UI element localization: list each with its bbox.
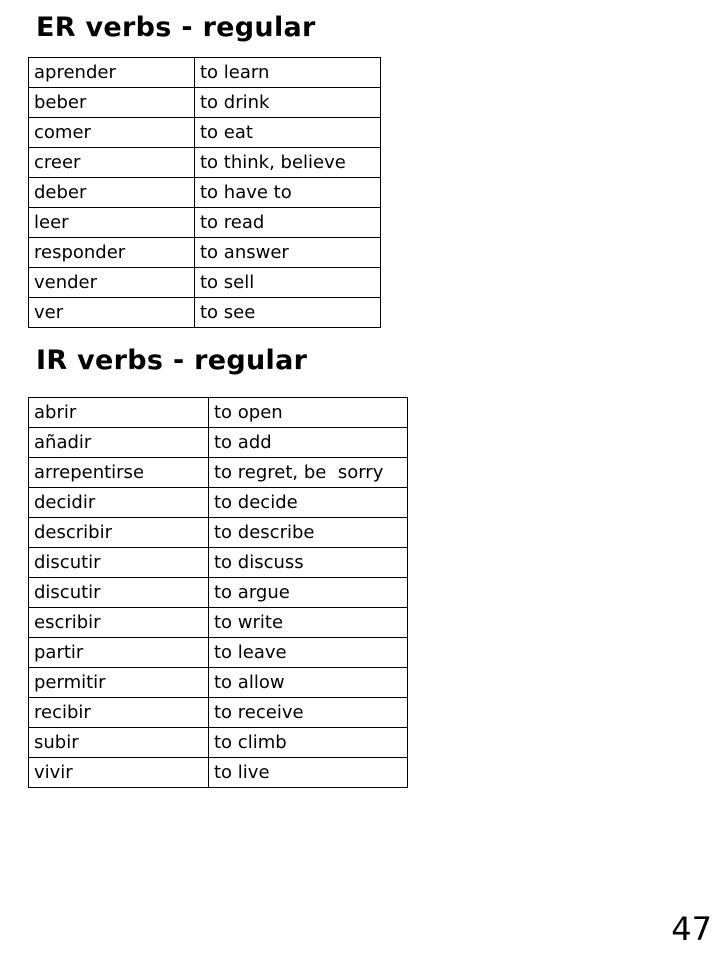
english-translation: to open <box>209 398 408 428</box>
table-row <box>29 698 408 728</box>
spanish-verb: recibir <box>29 698 209 728</box>
ir-verbs-title: IR verbs - regular <box>36 345 308 376</box>
english-translation: to sell <box>195 268 381 298</box>
english-translation: to write <box>209 608 408 638</box>
table-row <box>29 578 408 608</box>
english-translation: to see <box>195 298 381 328</box>
page-number: 47 <box>671 910 712 948</box>
table-row <box>29 428 408 458</box>
spanish-verb: deber <box>29 178 195 208</box>
english-translation: to live <box>209 758 408 788</box>
english-translation: to discuss <box>209 548 408 578</box>
table-row <box>29 238 381 268</box>
spanish-verb: leer <box>29 208 195 238</box>
english-translation: to leave <box>209 638 408 668</box>
spanish-verb: beber <box>29 88 195 118</box>
spanish-verb: vivir <box>29 758 209 788</box>
spanish-verb: abrir <box>29 398 209 428</box>
english-translation: to have to <box>195 178 381 208</box>
table-row <box>29 758 408 788</box>
spanish-verb: subir <box>29 728 209 758</box>
spanish-verb: ver <box>29 298 195 328</box>
table-row <box>29 668 408 698</box>
spanish-verb: escribir <box>29 608 209 638</box>
table-row <box>29 638 408 668</box>
spanish-verb: creer <box>29 148 195 178</box>
table-row <box>29 268 381 298</box>
english-translation: to think, believe <box>195 148 381 178</box>
english-translation: to answer <box>195 238 381 268</box>
er-verbs-table <box>28 57 381 328</box>
english-translation: to learn <box>195 58 381 88</box>
english-translation: to read <box>195 208 381 238</box>
table-row <box>29 178 381 208</box>
er-verbs-title: ER verbs - regular <box>36 12 316 43</box>
table-row <box>29 458 408 488</box>
spanish-verb: arrepentirse <box>29 458 209 488</box>
spanish-verb: decidir <box>29 488 209 518</box>
english-translation: to eat <box>195 118 381 148</box>
ir-verbs-table <box>28 397 408 788</box>
english-translation: to climb <box>209 728 408 758</box>
table-row <box>29 148 381 178</box>
spanish-verb: aprender <box>29 58 195 88</box>
spanish-verb: partir <box>29 638 209 668</box>
english-translation: to regret, be sorry <box>209 458 408 488</box>
spanish-verb: responder <box>29 238 195 268</box>
spanish-verb: vender <box>29 268 195 298</box>
spanish-verb: añadir <box>29 428 209 458</box>
table-row <box>29 118 381 148</box>
table-row <box>29 58 381 88</box>
table-row <box>29 518 408 548</box>
spanish-verb: discutir <box>29 548 209 578</box>
table-row <box>29 728 408 758</box>
table-row <box>29 208 381 238</box>
english-translation: to allow <box>209 668 408 698</box>
spanish-verb: describir <box>29 518 209 548</box>
table-row <box>29 88 381 118</box>
english-translation: to decide <box>209 488 408 518</box>
spanish-verb: comer <box>29 118 195 148</box>
english-translation: to drink <box>195 88 381 118</box>
table-row <box>29 298 381 328</box>
table-row <box>29 398 408 428</box>
table-row <box>29 548 408 578</box>
spanish-verb: permitir <box>29 668 209 698</box>
english-translation: to argue <box>209 578 408 608</box>
table-row <box>29 488 408 518</box>
english-translation: to receive <box>209 698 408 728</box>
english-translation: to add <box>209 428 408 458</box>
table-row <box>29 608 408 638</box>
english-translation: to describe <box>209 518 408 548</box>
spanish-verb: discutir <box>29 578 209 608</box>
